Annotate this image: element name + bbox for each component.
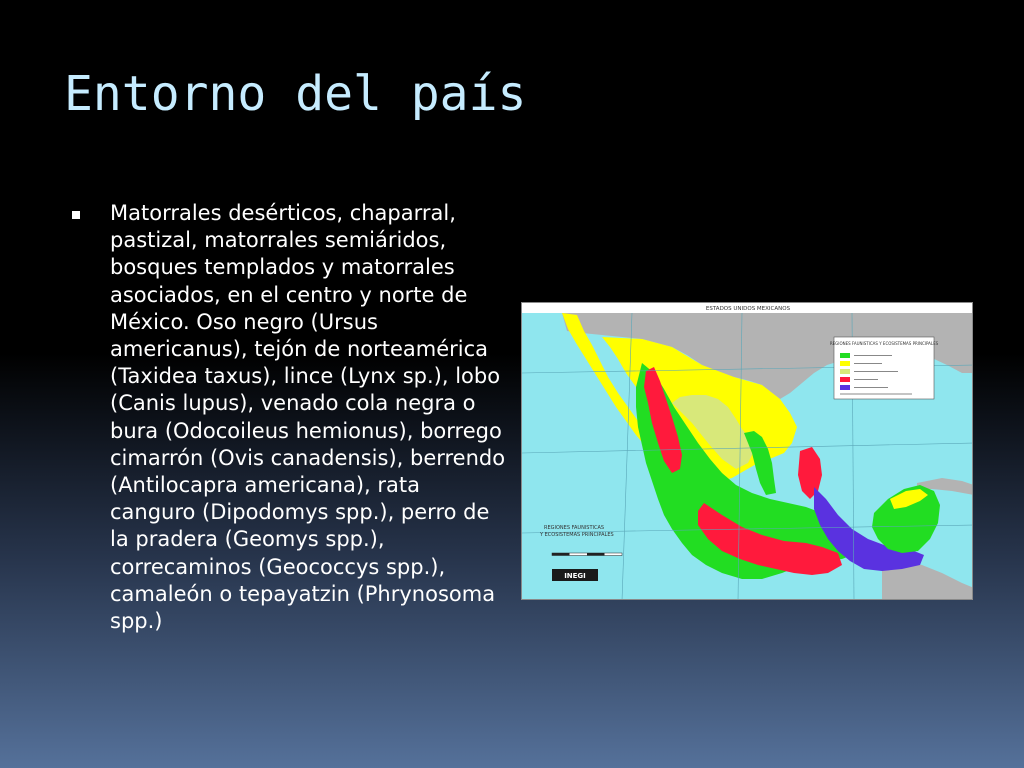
map-legend <box>830 337 939 399</box>
map-title-line1: REGIONES FAUNISTICAS <box>544 525 605 531</box>
map-scale-bar <box>552 553 622 556</box>
map-title-line2: Y ECOSISTEMAS PRINCIPALES <box>540 532 614 538</box>
legend-swatch-0 <box>840 353 850 358</box>
fauna-regions-map <box>521 302 973 600</box>
inegi-logo <box>552 569 598 581</box>
bullet-text: Matorrales desérticos, chaparral, pastizal, matorrales semiáridos, bosques templados y matorrales asociados, en el centro y norte de México. Oso negro (Ursus americanus), tejón de norteamérica (Taxidea taxus), lince (Lynx sp.), lobo (Canis lupus), venado cola negra o bura (Odocoileus hemionus), borrego cimarrón (Ovis canadensis), berrendo (Antilocapra americana), rata canguro (Dipodomys spp.), perro de la pradera (Geomys spp.), correcaminos (Geococcys spp.), camaleón o tepayatzin (Phrynosoma spp.) <box>110 201 506 634</box>
map-header-label: ESTADOS UNIDOS MEXICANOS <box>705 306 791 312</box>
legend-title: REGIONES FAUNISTICAS Y ECOSISTEMAS PRINCIPALES <box>829 341 939 346</box>
inegi-logo-text: INEGI <box>564 572 586 580</box>
legend-swatch-1 <box>840 361 850 366</box>
legend-swatch-2 <box>840 369 850 374</box>
bullet-list <box>72 200 512 635</box>
slide-title: Entorno del país <box>64 66 527 122</box>
legend-swatch-3 <box>840 377 850 382</box>
bullet-item <box>72 200 512 635</box>
square-bullet-icon <box>72 211 80 219</box>
legend-swatch-4 <box>840 385 850 390</box>
